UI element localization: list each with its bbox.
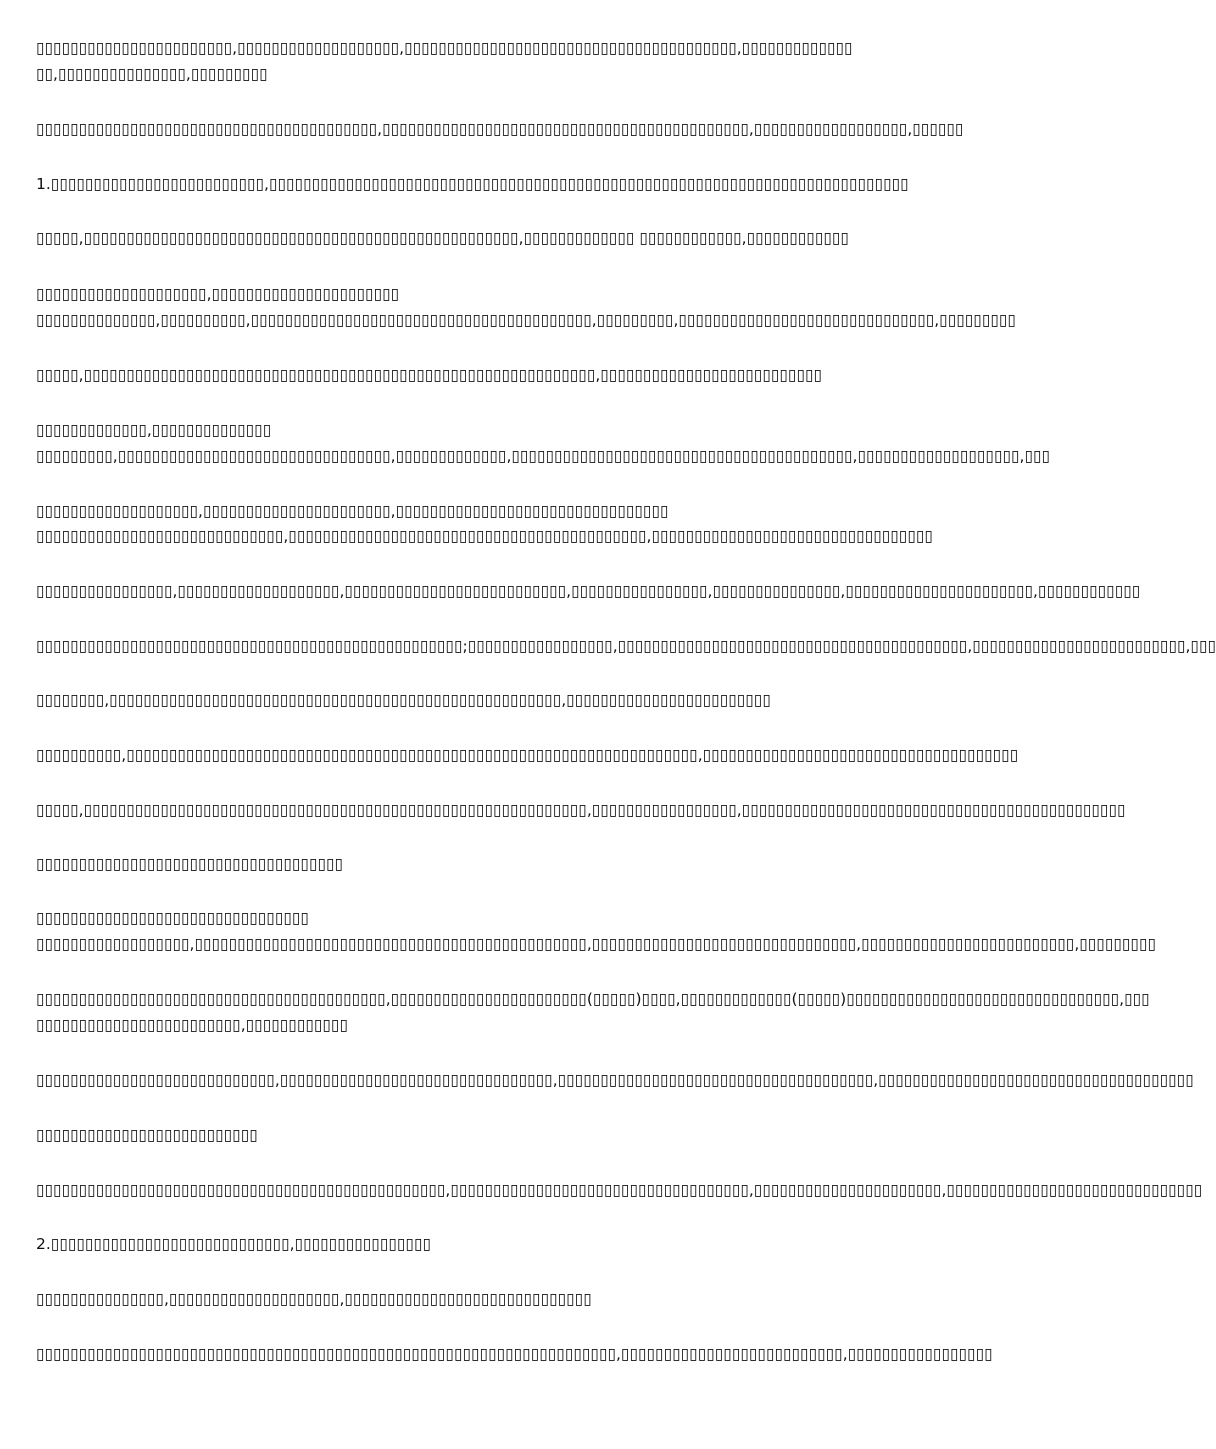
text-line: ▯▯▯▯▯▯▯▯▯▯▯▯▯▯▯▯▯▯▯▯▯▯▯▯▯▯▯▯▯,▯▯▯▯▯▯▯▯▯▯▯▯▯▯▯▯▯▯▯▯▯▯▯▯▯▯▯▯▯▯▯▯▯▯▯▯▯▯▯▯▯▯,▯▯▯▯▯▯▯▯▯▯▯▯▯▯▯▯▯▯▯▯▯▯▯▯▯▯▯▯▯▯▯▯▯ bbox=[36, 527, 933, 545]
text-line: ▯▯▯▯▯▯▯▯▯▯▯▯▯▯▯▯▯▯▯▯▯▯▯▯▯▯▯▯▯▯▯▯▯▯▯▯▯▯▯▯▯▯▯▯▯▯▯▯▯▯;▯▯▯▯▯▯▯▯▯▯▯▯▯▯▯▯▯,▯▯▯▯▯▯▯▯▯▯▯▯▯▯▯▯▯▯▯▯▯▯▯▯▯▯▯▯▯▯▯▯▯▯▯▯▯▯▯▯▯,▯▯▯▯▯▯▯▯▯▯▯▯▯▯▯▯▯▯▯▯▯▯▯▯▯,▯▯▯ bbox=[36, 637, 1216, 655]
text-line: ▯▯▯▯▯▯▯▯▯▯▯▯▯▯▯▯▯▯▯▯▯▯▯▯▯▯▯▯▯▯▯▯ bbox=[36, 909, 309, 927]
text-line: ▯▯▯▯▯▯▯▯▯▯▯▯▯▯▯▯▯▯▯▯▯▯▯,▯▯▯▯▯▯▯▯▯▯▯▯▯▯▯▯▯▯▯,▯▯▯▯▯▯▯▯▯▯▯▯▯▯▯▯▯▯▯▯▯▯▯▯▯▯▯▯▯▯▯▯▯▯▯▯▯▯▯,▯▯▯▯▯▯▯▯▯▯▯▯▯ bbox=[36, 39, 853, 57]
text-line: 2.▯▯▯▯▯▯▯▯▯▯▯▯▯▯▯▯▯▯▯▯▯▯▯▯▯▯▯▯,▯▯▯▯▯▯▯▯▯▯▯▯▯▯▯▯ bbox=[36, 1235, 432, 1253]
text-line: ▯▯▯▯▯▯▯▯▯▯▯▯▯▯▯▯▯▯▯▯▯▯▯▯▯▯▯▯▯▯▯▯▯▯▯▯▯▯▯▯▯,▯▯▯▯▯▯▯▯▯▯▯▯▯▯▯▯▯▯▯▯▯▯▯(▯▯▯▯▯)▯▯▯▯,▯▯▯▯▯▯▯▯▯▯▯▯▯(▯▯▯▯▯)▯▯▯▯▯▯▯▯▯▯▯▯▯▯▯▯▯▯▯▯▯▯▯▯▯▯▯▯▯▯▯▯,▯▯▯ bbox=[36, 990, 1150, 1008]
text-line: ▯▯▯▯▯▯▯▯▯,▯▯▯▯▯▯▯▯▯▯▯▯▯▯▯▯▯▯▯▯▯▯▯▯▯▯▯▯▯▯▯▯,▯▯▯▯▯▯▯▯▯▯▯▯▯,▯▯▯▯▯▯▯▯▯▯▯▯▯▯▯▯▯▯▯▯▯▯▯▯▯▯▯▯▯▯▯▯▯▯▯▯▯▯▯▯,▯▯▯▯▯▯▯▯▯▯▯▯▯▯▯▯▯▯▯,▯▯▯ bbox=[36, 447, 1051, 465]
text-line: ▯▯▯▯▯▯▯▯▯▯▯▯▯▯,▯▯▯▯▯▯▯▯▯▯,▯▯▯▯▯▯▯▯▯▯▯▯▯▯▯▯▯▯▯▯▯▯▯▯▯▯▯▯▯▯▯▯▯▯▯▯▯▯▯▯,▯▯▯▯▯▯▯▯▯,▯▯▯▯▯▯▯▯▯▯▯▯▯▯▯▯▯▯▯▯▯▯▯▯▯▯▯▯▯▯,▯▯▯▯▯▯▯▯▯ bbox=[36, 311, 1016, 329]
text-line: ▯▯▯▯▯▯▯▯▯▯▯▯▯,▯▯▯▯▯▯▯▯▯▯▯▯▯▯ bbox=[36, 421, 272, 439]
text-line: ▯▯▯▯▯▯▯▯▯▯▯▯▯▯▯▯▯▯,▯▯▯▯▯▯▯▯▯▯▯▯▯▯▯▯▯▯▯▯▯▯▯▯▯▯▯▯▯▯▯▯▯▯▯▯▯▯▯▯▯▯▯▯▯▯,▯▯▯▯▯▯▯▯▯▯▯▯▯▯▯▯▯▯▯▯▯▯▯▯▯▯▯▯▯▯▯,▯▯▯▯▯▯▯▯▯▯▯▯▯▯▯▯▯▯▯▯▯▯▯▯▯,▯▯▯▯▯▯▯▯▯ bbox=[36, 935, 1157, 953]
text-line: ▯▯▯▯▯,▯▯▯▯▯▯▯▯▯▯▯▯▯▯▯▯▯▯▯▯▯▯▯▯▯▯▯▯▯▯▯▯▯▯▯▯▯▯▯▯▯▯▯▯▯▯▯▯▯▯▯▯▯▯▯▯▯▯▯,▯▯▯▯▯▯▯▯▯▯▯▯▯▯▯▯▯,▯▯▯▯▯▯▯▯▯▯▯▯▯▯▯▯▯▯▯▯▯▯▯▯▯▯▯▯▯▯▯▯▯▯▯▯▯▯▯▯▯▯▯▯▯ bbox=[36, 801, 1126, 819]
text-line: ▯▯▯▯▯▯▯▯▯▯▯▯▯▯▯▯▯▯▯▯▯▯▯▯▯▯ bbox=[36, 1126, 258, 1144]
text-line: ▯▯▯▯▯▯▯▯▯▯▯▯▯▯▯▯▯▯▯▯,▯▯▯▯▯▯▯▯▯▯▯▯▯▯▯▯▯▯▯▯▯▯ bbox=[36, 285, 400, 303]
text-line: ▯▯,▯▯▯▯▯▯▯▯▯▯▯▯▯▯▯,▯▯▯▯▯▯▯▯▯ bbox=[36, 65, 268, 83]
text-line: ▯▯▯▯▯▯▯▯▯▯▯▯▯▯▯▯▯▯▯▯▯▯▯▯▯▯▯▯,▯▯▯▯▯▯▯▯▯▯▯▯▯▯▯▯▯▯▯▯▯▯▯▯▯▯▯▯▯▯▯▯,▯▯▯▯▯▯▯▯▯▯▯▯▯▯▯▯▯▯▯▯▯▯▯▯▯▯▯▯▯▯▯▯▯▯▯▯▯,▯▯▯▯▯▯▯▯▯▯▯▯▯▯▯▯▯▯▯▯▯▯▯▯▯▯▯▯▯▯▯▯▯▯▯▯▯ bbox=[36, 1071, 1194, 1089]
text-line: ▯▯▯▯▯▯▯▯▯▯,▯▯▯▯▯▯▯▯▯▯▯▯▯▯▯▯▯▯▯▯▯▯▯▯▯▯▯▯▯▯▯▯▯▯▯▯▯▯▯▯▯▯▯▯▯▯▯▯▯▯▯▯▯▯▯▯▯▯▯▯▯▯▯▯▯▯▯,▯▯▯▯▯▯▯▯▯▯▯▯▯▯▯▯▯▯▯▯▯▯▯▯▯▯▯▯▯▯▯▯▯▯▯▯▯ bbox=[36, 746, 1019, 764]
text-line: 1.▯▯▯▯▯▯▯▯▯▯▯▯▯▯▯▯▯▯▯▯▯▯▯▯▯,▯▯▯▯▯▯▯▯▯▯▯▯▯▯▯▯▯▯▯▯▯▯▯▯▯▯▯▯▯▯▯▯▯▯▯▯▯▯▯▯▯▯▯▯▯▯▯▯▯▯▯▯▯▯▯▯▯▯▯▯▯▯▯▯▯▯▯▯▯▯▯▯▯▯▯ bbox=[36, 175, 909, 193]
text-line: ▯▯▯▯▯▯▯▯▯▯▯▯▯▯▯▯▯▯▯▯▯▯▯▯,▯▯▯▯▯▯▯▯▯▯▯▯ bbox=[36, 1016, 348, 1034]
text-line: ▯▯▯▯▯▯▯▯▯▯▯▯▯▯▯▯,▯▯▯▯▯▯▯▯▯▯▯▯▯▯▯▯▯▯▯,▯▯▯▯▯▯▯▯▯▯▯▯▯▯▯▯▯▯▯▯▯▯▯▯▯▯,▯▯▯▯▯▯▯▯▯▯▯▯▯▯▯▯,▯▯▯▯▯▯▯▯▯▯▯▯▯▯▯,▯▯▯▯▯▯▯▯▯▯▯▯▯▯▯▯▯▯▯▯▯▯,▯▯▯▯▯▯▯▯▯▯▯▯ bbox=[36, 582, 1141, 600]
text-line: ▯▯▯▯▯▯▯▯▯▯▯▯▯▯▯▯▯▯▯▯▯▯▯▯▯▯▯▯▯▯▯▯▯▯▯▯ bbox=[36, 855, 344, 873]
text-line: ▯▯▯▯▯,▯▯▯▯▯▯▯▯▯▯▯▯▯▯▯▯▯▯▯▯▯▯▯▯▯▯▯▯▯▯▯▯▯▯▯▯▯▯▯▯▯▯▯▯▯▯▯▯▯▯▯▯▯▯▯▯▯▯▯▯,▯▯▯▯▯▯▯▯▯▯▯▯▯▯▯▯▯▯▯▯▯▯▯▯▯▯ bbox=[36, 366, 823, 384]
text-line: ▯▯▯▯▯▯▯▯▯▯▯▯▯▯▯,▯▯▯▯▯▯▯▯▯▯▯▯▯▯▯▯▯▯▯▯,▯▯▯▯▯▯▯▯▯▯▯▯▯▯▯▯▯▯▯▯▯▯▯▯▯▯▯▯▯ bbox=[36, 1290, 592, 1308]
document-page bbox=[36, 0, 1216, 1449]
text-line: ▯▯▯▯▯▯▯▯,▯▯▯▯▯▯▯▯▯▯▯▯▯▯▯▯▯▯▯▯▯▯▯▯▯▯▯▯▯▯▯▯▯▯▯▯▯▯▯▯▯▯▯▯▯▯▯▯▯▯▯▯▯,▯▯▯▯▯▯▯▯▯▯▯▯▯▯▯▯▯▯▯▯▯▯▯▯ bbox=[36, 691, 771, 709]
text-line: ▯▯▯▯▯▯▯▯▯▯▯▯▯▯▯▯▯▯▯▯▯▯▯▯▯▯▯▯▯▯▯▯▯▯▯▯▯▯▯▯▯▯▯▯▯▯▯▯▯▯▯▯▯▯▯▯▯▯▯▯▯▯▯▯▯▯▯▯,▯▯▯▯▯▯▯▯▯▯▯▯▯▯▯▯▯▯▯▯▯▯▯▯▯▯,▯▯▯▯▯▯▯▯▯▯▯▯▯▯▯▯▯ bbox=[36, 1345, 993, 1363]
text-line: ▯▯▯▯▯,▯▯▯▯▯▯▯▯▯▯▯▯▯▯▯▯▯▯▯▯▯▯▯▯▯▯▯▯▯▯▯▯▯▯▯▯▯▯▯▯▯▯▯▯▯▯▯▯▯▯▯,▯▯▯▯▯▯▯▯▯▯▯▯▯ ▯▯▯▯▯▯▯▯▯▯▯▯,▯▯▯▯▯▯▯▯▯▯▯▯ bbox=[36, 229, 849, 247]
text-line: ▯▯▯▯▯▯▯▯▯▯▯▯▯▯▯▯▯▯▯▯▯▯▯▯▯▯▯▯▯▯▯▯▯▯▯▯▯▯▯▯,▯▯▯▯▯▯▯▯▯▯▯▯▯▯▯▯▯▯▯▯▯▯▯▯▯▯▯▯▯▯▯▯▯▯▯▯▯▯▯▯▯▯▯,▯▯▯▯▯▯▯▯▯▯▯▯▯▯▯▯▯▯,▯▯▯▯▯▯ bbox=[36, 120, 964, 138]
text-line: ▯▯▯▯▯▯▯▯▯▯▯▯▯▯▯▯▯▯▯▯▯▯▯▯▯▯▯▯▯▯▯▯▯▯▯▯▯▯▯▯▯▯▯▯▯▯▯▯,▯▯▯▯▯▯▯▯▯▯▯▯▯▯▯▯▯▯▯▯▯▯▯▯▯▯▯▯▯▯▯▯▯▯▯,▯▯▯▯▯▯▯▯▯▯▯▯▯▯▯▯▯▯▯▯▯▯,▯▯▯▯▯▯▯▯▯▯▯▯▯▯▯▯▯▯▯▯▯▯▯▯▯▯▯▯▯▯ bbox=[36, 1181, 1203, 1199]
text-line: ▯▯▯▯▯▯▯▯▯▯▯▯▯▯▯▯▯▯▯,▯▯▯▯▯▯▯▯▯▯▯▯▯▯▯▯▯▯▯▯▯▯,▯▯▯▯▯▯▯▯▯▯▯▯▯▯▯▯▯▯▯▯▯▯▯▯▯▯▯▯▯▯▯▯ bbox=[36, 502, 669, 520]
